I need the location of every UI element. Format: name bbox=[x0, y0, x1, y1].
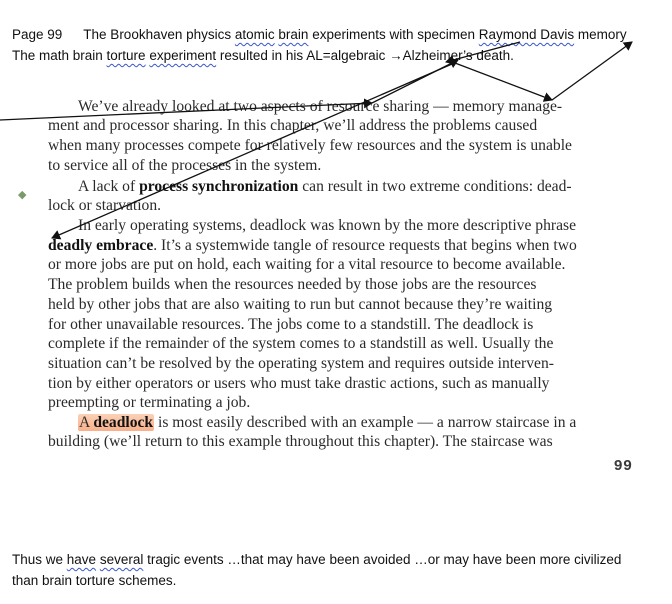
bold-term: deadly embrace bbox=[48, 237, 154, 254]
squiggle-word: torture bbox=[106, 48, 146, 63]
annotation-bottom-line-2: than brain torture schemes. bbox=[12, 573, 177, 588]
book-line-4: to service all of the processes in the system. bbox=[48, 157, 322, 174]
book-line-1: We’ve already looked at two aspects of resource sharing — memory manage- bbox=[78, 98, 563, 115]
book-page-number: 99 bbox=[614, 457, 633, 474]
book-line-5: A lack of process synchronization can result in two extreme conditions: dead- bbox=[78, 178, 572, 195]
book-line-3: when many processes compete for relatively few resources and the system is unable bbox=[48, 137, 572, 154]
highlighted-phrase: A deadlock bbox=[79, 414, 154, 431]
book-line-12: for other unavailable resources. The jobs come to a standstill. The deadlock is bbox=[48, 316, 534, 333]
book-line-17: A deadlock is most easily described with an example — a narrow staircase in a bbox=[79, 414, 577, 431]
annotation-top-line-2: The math brain torture experiment resulted in his AL=algebraic →Alzheimer’s death. bbox=[12, 48, 514, 63]
squiggle-word: experiment bbox=[149, 48, 217, 63]
book-line-14: situation can’t be resolved by the operating system and requires outside interven- bbox=[48, 355, 554, 372]
squiggle-word: atomic bbox=[234, 27, 275, 42]
book-line-15: tion by either operators or users who must take drastic actions, such as manually bbox=[48, 375, 550, 392]
scan-speck: ◆ bbox=[18, 189, 27, 201]
book-line-9: or more jobs are put on hold, each waiting for a vital resource to become available. bbox=[48, 256, 566, 273]
book-line-18: building (we’ll return to this example throughout this chapter). The staircase was bbox=[48, 433, 553, 450]
book-line-8: deadly embrace. It’s a systemwide tangle of resource requests that begins when two bbox=[48, 237, 577, 254]
book-line-16: preempting or terminating a job. bbox=[48, 394, 251, 411]
squiggle-word: several bbox=[99, 552, 144, 567]
annotation-top-line-1: Page 99 The Brookhaven physics atomic brain experiments with specimen Raymond Davis memory bbox=[12, 27, 627, 42]
annotation-bottom-line-1: Thus we have several tragic events …that may have been avoided …or may have been more civilized bbox=[12, 552, 622, 567]
bold-term: process synchronization bbox=[139, 178, 299, 195]
book-line-11: held by other jobs that are also waiting to run but cannot because they’re waiting bbox=[48, 296, 553, 313]
squiggle-word: have bbox=[66, 552, 97, 567]
bold-term: deadlock bbox=[93, 414, 154, 431]
squiggle-word: Raymond Davis bbox=[478, 27, 575, 42]
page-label: Page 99 bbox=[12, 27, 63, 42]
squiggle-word: brain bbox=[278, 27, 309, 42]
book-line-2: ment and processor sharing. In this chapter, we’ll address the problems caused bbox=[48, 117, 538, 134]
book-line-13: complete if the remainder of the system comes to a standstill as well. Usually the bbox=[48, 335, 554, 352]
book-line-6: lock or starvation. bbox=[48, 197, 162, 214]
book-line-10: The problem builds when the resources needed by those jobs are the resources bbox=[48, 276, 537, 293]
book-line-7: In early operating systems, deadlock was known by the more descriptive phrase bbox=[78, 217, 576, 234]
